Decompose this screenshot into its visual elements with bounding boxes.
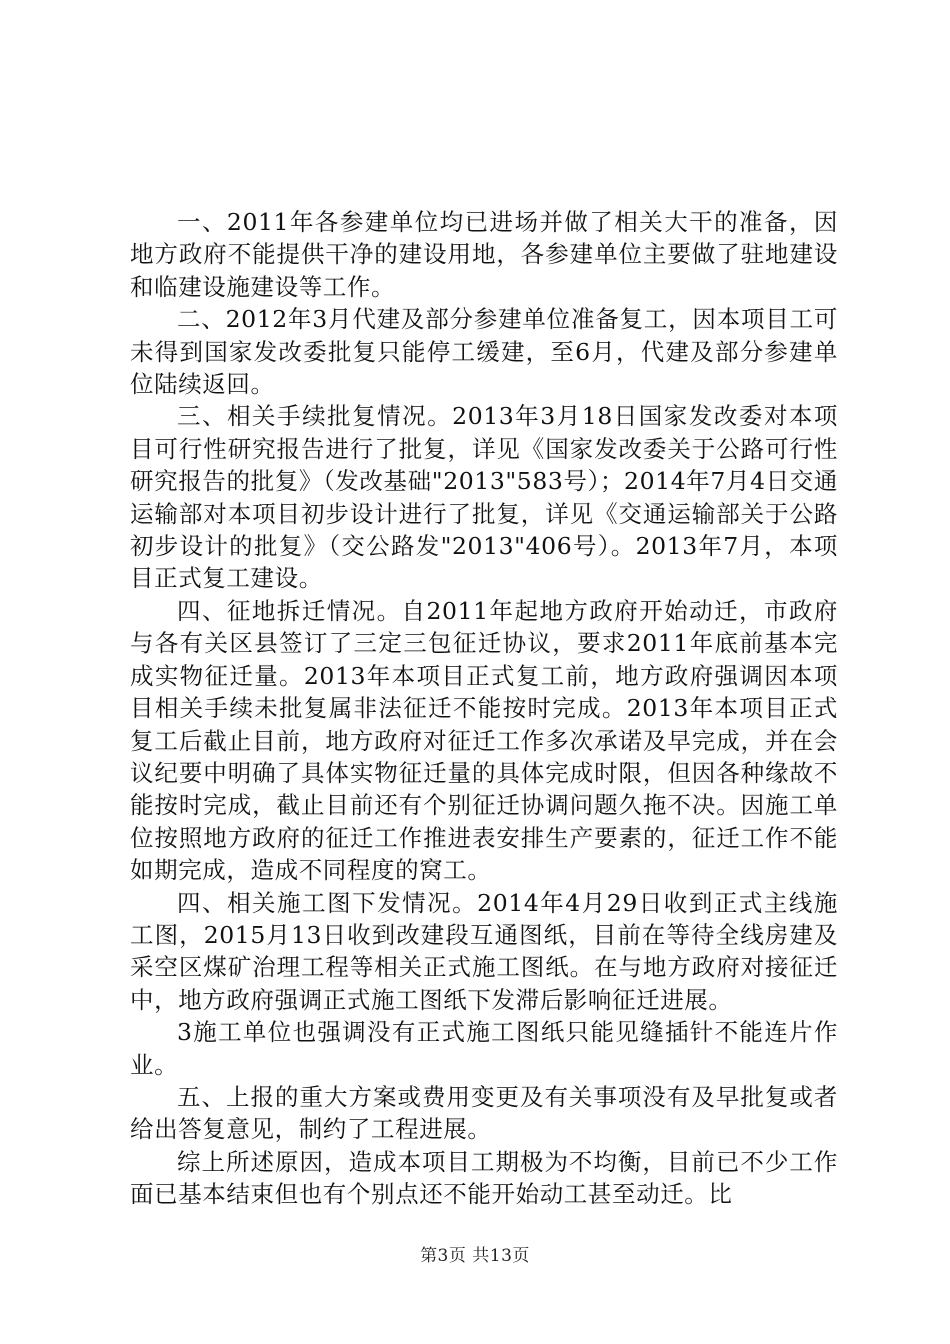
paragraph-8: 综上所述原因，造成本项目工期极为不均衡，目前已不少工作面已基本结束但也有个别点还不能开始动工甚至动迁。比 [130, 1147, 838, 1209]
page-number-footer: 第3页 共13页 [420, 1246, 530, 1266]
paragraph-6: 3施工单位也强调没有正式施工图纸只能见缝插针不能连片作业。 [130, 1018, 838, 1079]
paragraph-7: 五、上报的重大方案或费用变更及有关事项没有及早批复或者给出答复意见，制约了工程进展。 [130, 1082, 838, 1144]
paragraph-4: 四、征地拆迁情况。自2011年起地方政府开始动迁，市政府与各有关区县签订了三定三包征迁协议，要求2011年底前基本完成实物征迁量。2013年本项目正式复工前，地方政府强调因本项目相关手续未批复属非法征迁不能按时完成。2013年本项目正式复工后截止目前，地方政府对征迁工作多次承诺及早完成，并在会议纪要中明确了具体实物征迁量的具体完成时限，但因各种缘故不能按时完成，截止目前还有个别征迁协调问题久拖不决。因施工单位按照地方政府的征迁工作推进表安排生产要素的，征迁工作不能如期完成，造成不同程度的窝工。 [130, 596, 838, 885]
document-body [130, 206, 838, 1211]
paragraph-1: 一、2011年各参建单位均已进场并做了相关大干的准备，因地方政府不能提供干净的建设用地，各参建单位主要做了驻地建设和临建设施建设等工作。 [130, 208, 838, 301]
paragraph-3: 三、相关手续批复情况。2013年3月18日国家发改委对本项目可行性研究报告进行了批复，详见《国家发改委关于公路可行性研究报告的批复》（发改基础"2013"583号）；2014年7月4日交通运输部对本项目初步设计进行了批复，详见《交通运输部关于公路初步设计的批复》（交公路发"2013"406号）。2013年7月，本项目正式复工建设。 [130, 402, 838, 593]
paragraph-2: 二、2012年3月代建及部分参建单位准备复工，因本项目工可未得到国家发改委批复只能停工缓建，至6月，代建及部分参建单位陆续返回。 [130, 305, 838, 399]
paragraph-5: 四、相关施工图下发情况。2014年4月29日收到正式主线施工图，2015月13日收到改建段互通图纸，目前在等待全线房建及采空区煤矿治理工程等相关正式施工图纸。在与地方政府对接征迁中，地方政府强调正式施工图纸下发滞后影响征迁进展。 [130, 888, 838, 1014]
